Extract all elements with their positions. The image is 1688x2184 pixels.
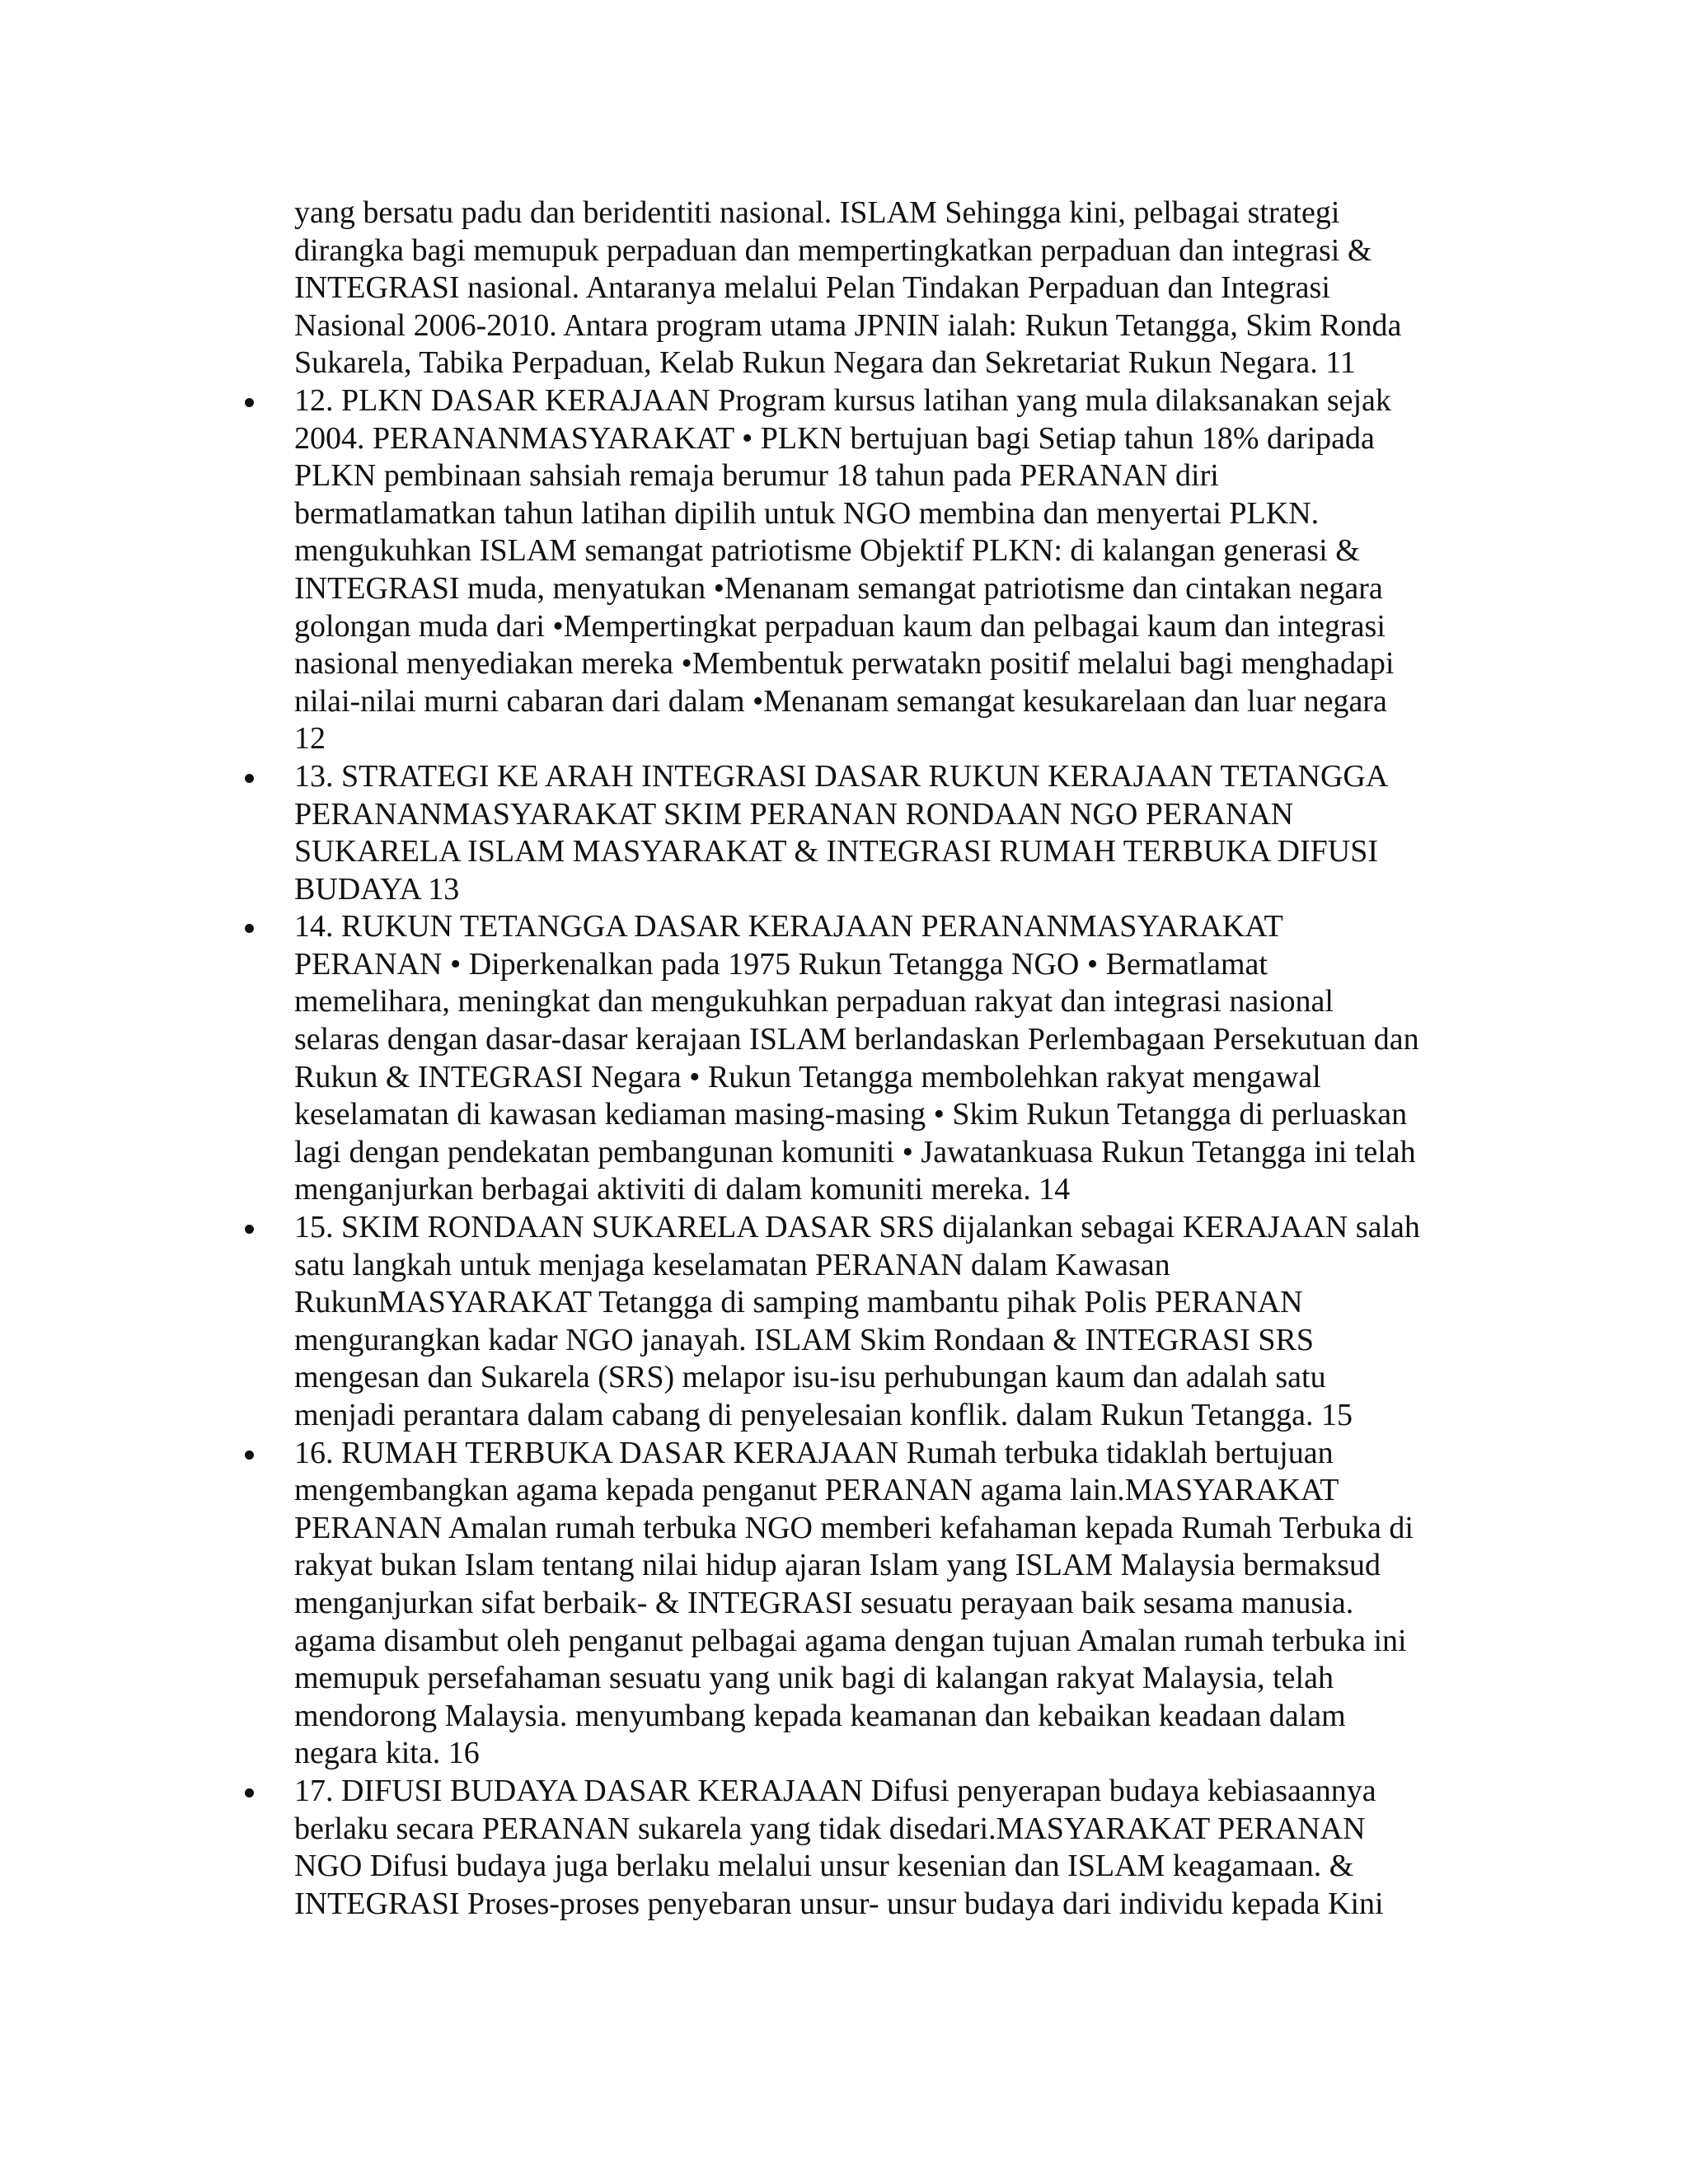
text-line: keselamatan di kawasan kediaman masing-masing • Skim Rukun Tetangga di perluaskan — [294, 1097, 1408, 1132]
text-line: Rukun & INTEGRASI Negara • Rukun Tetangga membolehkan rakyat mengawal — [294, 1059, 1321, 1094]
text-line: satu langkah untuk menjaga keselamatan PERANAN dalam Kawasan — [294, 1247, 1170, 1282]
text-line: 12. PLKN DASAR KERAJAAN Program kursus latihan yang mula dilaksanakan sejak — [294, 382, 1391, 418]
text-line: golongan muda dari •Mempertingkat perpaduan kaum dan pelbagai kaum dan integrasi — [294, 608, 1386, 644]
text-line: PERANANMASYARAKAT SKIM PERANAN RONDAAN NGO PERANAN — [294, 796, 1294, 832]
bullet-list — [294, 382, 1481, 1923]
text-line: nasional menyediakan mereka •Membentuk perwatakn positif melalui bagi menghadapi — [294, 646, 1395, 682]
text-line: 2004. PERANANMASYARAKAT • PLKN bertujuan bagi Setiap tahun 18% daripada — [294, 420, 1375, 456]
text-line: SUKARELA ISLAM MASYARAKAT & INTEGRASI RUMAH TERBUKA DIFUSI — [294, 834, 1379, 869]
text-line: menganjurkan berbagai aktiviti di dalam komuniti mereka. 14 — [294, 1172, 1071, 1207]
text-line: BUDAYA 13 — [294, 871, 460, 907]
text-line: RukunMASYARAKAT Tetangga di samping mambantu pihak Polis PERANAN — [294, 1285, 1303, 1320]
text-line: Nasional 2006-2010. Antara program utama JPNIN ialah: Rukun Tetangga, Skim Ronda — [294, 307, 1402, 343]
text-line: 14. RUKUN TETANGGA DASAR KERAJAAN PERANANMASYARAKAT — [294, 909, 1283, 944]
text-line: memelihara, meningkat dan mengukuhkan perpaduan rakyat dan integrasi nasional — [294, 984, 1334, 1019]
text-line: nilai-nilai murni cabaran dari dalam •Menanam semangat kesukarelaan dan luar negara — [294, 683, 1387, 719]
text-line: mengembangkan agama kepada penganut PERANAN agama lain.MASYARAKAT — [294, 1473, 1339, 1508]
text-line: 15. SKIM RONDAAN SUKARELA DASAR SRS dijalankan sebagai KERAJAAN salah — [294, 1210, 1420, 1245]
text-line: 16. RUMAH TERBUKA DASAR KERAJAAN Rumah terbuka tidaklah bertujuan — [294, 1435, 1334, 1470]
text-line: berlaku secara PERANAN sukarela yang tidak disedari.MASYARAKAT PERANAN — [294, 1811, 1366, 1846]
bullet-icon — [245, 1788, 254, 1797]
text-line: PERANAN • Diperkenalkan pada 1975 Rukun Tetangga NGO • Bermatlamat — [294, 946, 1268, 982]
bullet-icon — [245, 1225, 254, 1234]
text-line: bermatlamatkan tahun latihan dipilih untuk NGO membina dan menyertai PLKN. — [294, 495, 1320, 531]
list-item — [294, 382, 1481, 758]
text-line: selaras dengan dasar-dasar kerajaan ISLAM berlandaskan Perlembagaan Persekutuan dan — [294, 1022, 1419, 1057]
text-line: 13. STRATEGI KE ARAH INTEGRASI DASAR RUKUN KERAJAAN TETANGGA — [294, 758, 1389, 794]
document-body — [294, 194, 1481, 1923]
text-line: mengukuhkan ISLAM semangat patriotisme Objektif PLKN: di kalangan generasi & — [294, 533, 1360, 569]
text-line: PLKN pembinaan sahsiah remaja berumur 18 tahun pada PERANAN diri — [294, 458, 1219, 494]
intro-paragraph — [294, 194, 1481, 382]
list-item — [294, 908, 1481, 1209]
text-line: PERANAN Amalan rumah terbuka NGO memberi kefahaman kepada Rumah Terbuka di — [294, 1510, 1414, 1545]
bullet-icon — [245, 1451, 254, 1460]
bullet-icon — [245, 924, 254, 933]
text-line: 17. DIFUSI BUDAYA DASAR KERAJAAN Difusi penyerapan budaya kebiasaannya — [294, 1773, 1376, 1808]
text-line: lagi dengan pendekatan pembangunan komuniti • Jawatankuasa Rukun Tetangga ini telah — [294, 1134, 1416, 1169]
text-line: rakyat bukan Islam tentang nilai hidup ajaran Islam yang ISLAM Malaysia bermaksud — [294, 1548, 1381, 1583]
text-line: INTEGRASI nasional. Antaranya melalui Pelan Tindakan Perpaduan dan Integrasi — [294, 270, 1330, 306]
text-line: menganjurkan sifat berbaik- & INTEGRASI sesuatu perayaan baik sesama manusia. — [294, 1585, 1354, 1620]
list-item — [294, 1435, 1481, 1773]
text-line: dirangka bagi memupuk perpaduan dan mempertingkatkan perpaduan dan integrasi & — [294, 232, 1372, 268]
list-item — [294, 758, 1481, 908]
text-line: INTEGRASI muda, menyatukan •Menanam semangat patriotisme dan cintakan negara — [294, 570, 1383, 606]
text-line: Sukarela, Tabika Perpaduan, Kelab Rukun Negara dan Sekretariat Rukun Negara. 11 — [294, 345, 1356, 381]
text-line: mendorong Malaysia. menyumbang kepada keamanan dan kebaikan keadaan dalam — [294, 1698, 1346, 1733]
text-line: NGO Difusi budaya juga berlaku melalui unsur kesenian dan ISLAM keagamaan. & — [294, 1849, 1354, 1884]
text-line: negara kita. 16 — [294, 1736, 480, 1771]
text-line: 12 — [294, 721, 326, 757]
list-item — [294, 1209, 1481, 1435]
bullet-icon — [245, 774, 254, 783]
text-line: INTEGRASI Proses-proses penyebaran unsur- unsur budaya dari individu kepada Kini — [294, 1886, 1384, 1921]
list-item — [294, 1773, 1481, 1923]
text-line: yang bersatu padu dan beridentiti nasional. ISLAM Sehingga kini, pelbagai strategi — [294, 195, 1340, 230]
text-line: agama disambut oleh penganut pelbagai agama dengan tujuan Amalan rumah terbuka ini — [294, 1623, 1407, 1658]
text-line: menjadi perantara dalam cabang di penyelesaian konflik. dalam Rukun Tetangga. 15 — [294, 1398, 1353, 1432]
text-line: mengurangkan kadar NGO janayah. ISLAM Skim Rondaan & INTEGRASI SRS — [294, 1322, 1314, 1357]
bullet-icon — [245, 398, 254, 407]
text-line: memupuk persefahaman sesuatu yang unik bagi di kalangan rakyat Malaysia, telah — [294, 1661, 1334, 1696]
text-line: mengesan dan Sukarela (SRS) melapor isu-isu perhubungan kaum dan adalah satu — [294, 1360, 1326, 1395]
